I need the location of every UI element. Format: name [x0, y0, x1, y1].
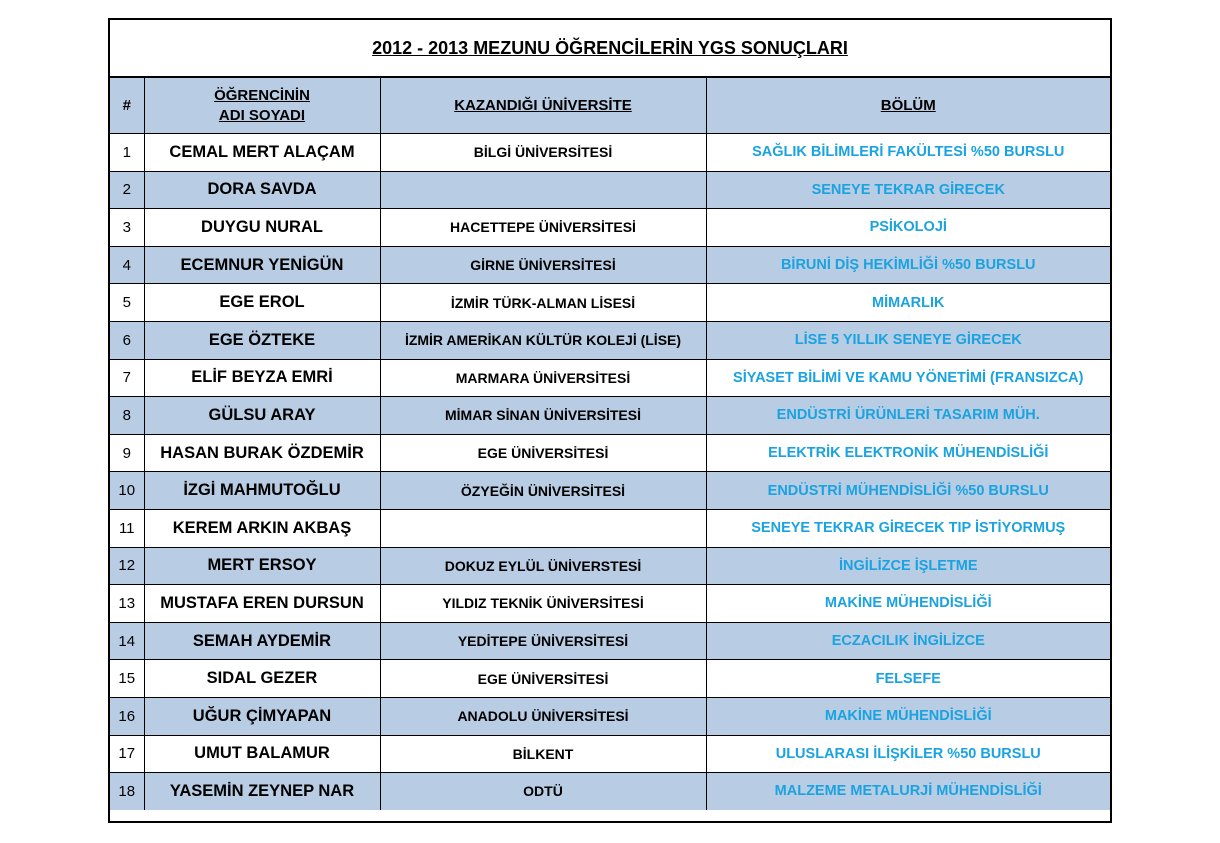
table-row [110, 660, 1110, 698]
student-name: YASEMİN ZEYNEP NAR [144, 773, 380, 810]
department-name: SENEYE TEKRAR GİRECEK [706, 171, 1110, 209]
student-name: EGE EROL [144, 284, 380, 322]
student-name: CEMAL MERT ALAÇAM [144, 134, 380, 172]
row-number: 6 [110, 321, 144, 359]
header-department [706, 78, 1110, 134]
department-name: BİRUNİ DİŞ HEKİMLİĞİ %50 BURSLU [706, 246, 1110, 284]
table-row [110, 622, 1110, 660]
table-row [110, 585, 1110, 623]
table-row [110, 509, 1110, 547]
department-name: MİMARLIK [706, 284, 1110, 322]
university-name: MİMAR SİNAN ÜNİVERSİTESİ [380, 397, 706, 435]
student-name: ELİF BEYZA EMRİ [144, 359, 380, 397]
table-row [110, 434, 1110, 472]
header-name-line1: ÖĞRENCİNİN [214, 86, 310, 104]
row-number: 13 [110, 585, 144, 623]
university-name: EGE ÜNİVERSİTESİ [380, 660, 706, 698]
university-name: ANADOLU ÜNİVERSİTESİ [380, 697, 706, 735]
row-number: 1 [110, 134, 144, 172]
header-name [144, 78, 380, 134]
department-name: ECZACILIK İNGİLİZCE [706, 622, 1110, 660]
row-number: 15 [110, 660, 144, 698]
row-number: 8 [110, 397, 144, 435]
university-name: HACETTEPE ÜNİVERSİTESİ [380, 209, 706, 247]
student-name: UMUT BALAMUR [144, 735, 380, 773]
student-name: MERT ERSOY [144, 547, 380, 585]
department-name: MAKİNE MÜHENDİSLİĞİ [706, 697, 1110, 735]
university-name: BİLGİ ÜNİVERSİTESİ [380, 134, 706, 172]
row-number: 18 [110, 773, 144, 810]
university-name: ÖZYEĞİN ÜNİVERSİTESİ [380, 472, 706, 510]
table-row [110, 773, 1110, 810]
department-name: SAĞLIK BİLİMLERİ FAKÜLTESİ %50 BURSLU [706, 134, 1110, 172]
row-number: 9 [110, 434, 144, 472]
results-table [110, 78, 1110, 810]
department-name: SENEYE TEKRAR GİRECEK TIP İSTİYORMUŞ [706, 509, 1110, 547]
student-name: EGE ÖZTEKE [144, 321, 380, 359]
header-department-label: BÖLÜM [880, 97, 936, 114]
department-name: İNGİLİZCE İŞLETME [706, 547, 1110, 585]
university-name: MARMARA ÜNİVERSİTESİ [380, 359, 706, 397]
student-name: DUYGU NURAL [144, 209, 380, 247]
row-number: 12 [110, 547, 144, 585]
table-row [110, 246, 1110, 284]
table-row [110, 397, 1110, 435]
header-row [110, 78, 1110, 134]
header-num: # [110, 78, 144, 134]
university-name: GİRNE ÜNİVERSİTESİ [380, 246, 706, 284]
department-name: LİSE 5 YILLIK SENEYE GİRECEK [706, 321, 1110, 359]
header-university [380, 78, 706, 134]
student-name: DORA SAVDA [144, 171, 380, 209]
row-number: 16 [110, 697, 144, 735]
table-row [110, 321, 1110, 359]
row-number: 10 [110, 472, 144, 510]
department-name: ENDÜSTRİ MÜHENDİSLİĞİ %50 BURSLU [706, 472, 1110, 510]
student-name: SIDAL GEZER [144, 660, 380, 698]
university-name: İZMİR AMERİKAN KÜLTÜR KOLEJİ (LİSE) [380, 321, 706, 359]
department-name: ULUSLARASI İLİŞKİLER %50 BURSLU [706, 735, 1110, 773]
table-row [110, 735, 1110, 773]
student-name: HASAN BURAK ÖZDEMİR [144, 434, 380, 472]
table-row [110, 284, 1110, 322]
university-name: ODTÜ [380, 773, 706, 810]
table-row [110, 134, 1110, 172]
department-name: PSİKOLOJİ [706, 209, 1110, 247]
row-number: 4 [110, 246, 144, 284]
university-name [380, 171, 706, 209]
department-name: FELSEFE [706, 660, 1110, 698]
student-name: GÜLSU ARAY [144, 397, 380, 435]
department-name: MAKİNE MÜHENDİSLİĞİ [706, 585, 1110, 623]
results-sheet [108, 18, 1112, 823]
table-row [110, 171, 1110, 209]
student-name: KEREM ARKIN AKBAŞ [144, 509, 380, 547]
university-name: İZMİR TÜRK-ALMAN LİSESİ [380, 284, 706, 322]
table-row [110, 209, 1110, 247]
student-name: MUSTAFA EREN DURSUN [144, 585, 380, 623]
department-name: ELEKTRİK ELEKTRONİK MÜHENDİSLİĞİ [706, 434, 1110, 472]
header-name-line2: ADI SOYADI [218, 106, 306, 124]
student-name: UĞUR ÇİMYAPAN [144, 697, 380, 735]
student-name: SEMAH AYDEMİR [144, 622, 380, 660]
student-name: İZGİ MAHMUTOĞLU [144, 472, 380, 510]
page-title: 2012 - 2013 MEZUNU ÖĞRENCİLERİN YGS SONUÇLARI [110, 20, 1110, 78]
department-name: MALZEME METALURJİ MÜHENDİSLİĞİ [706, 773, 1110, 810]
table-row [110, 472, 1110, 510]
university-name: YILDIZ TEKNİK ÜNİVERSİTESİ [380, 585, 706, 623]
row-number: 7 [110, 359, 144, 397]
row-number: 11 [110, 509, 144, 547]
department-name: SİYASET BİLİMİ VE KAMU YÖNETİMİ (FRANSIZCA) [706, 359, 1110, 397]
row-number: 5 [110, 284, 144, 322]
table-row [110, 547, 1110, 585]
row-number: 3 [110, 209, 144, 247]
university-name: BİLKENT [380, 735, 706, 773]
header-university-label: KAZANDIĞI ÜNİVERSİTE [454, 97, 632, 114]
row-number: 2 [110, 171, 144, 209]
university-name: DOKUZ EYLÜL ÜNİVERSTESİ [380, 547, 706, 585]
row-number: 17 [110, 735, 144, 773]
university-name: EGE ÜNİVERSİTESİ [380, 434, 706, 472]
student-name: ECEMNUR YENİGÜN [144, 246, 380, 284]
row-number: 14 [110, 622, 144, 660]
table-row [110, 359, 1110, 397]
department-name: ENDÜSTRİ ÜRÜNLERİ TASARIM MÜH. [706, 397, 1110, 435]
university-name: YEDİTEPE ÜNİVERSİTESİ [380, 622, 706, 660]
table-row [110, 697, 1110, 735]
university-name [380, 509, 706, 547]
